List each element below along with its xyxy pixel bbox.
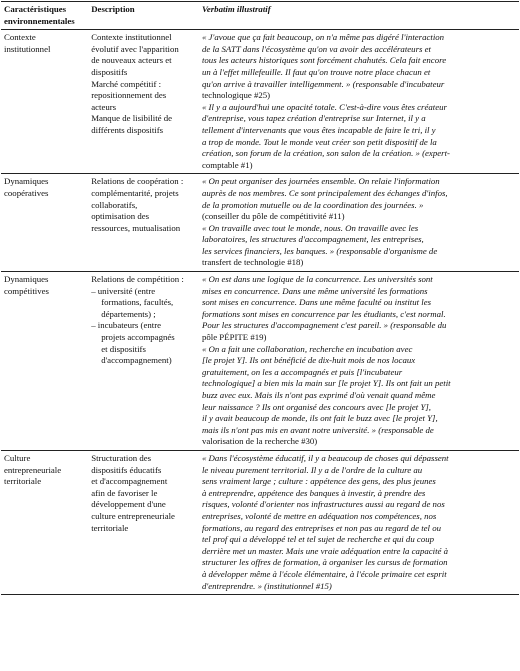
verbatim-line: « Dans l'écosystème éducatif, il y a beaucoup de choses qui dépassent [201, 452, 449, 463]
description-cell [88, 272, 199, 451]
verbatim-line: « Il y a aujourd'hui une opacité totale. C'est-à-dire vous êtes créateur [201, 101, 447, 112]
table-header [1, 2, 519, 30]
verbatim-line: Pour les structures d'accompagnement c'est pareil. » (responsable du [201, 320, 447, 331]
verbatim-line: « On peut organiser des journées ensemble. On relaie l'information [201, 176, 440, 187]
verbatim-line: qu'on arrive à travailler intelligemment. » (responsable d'incubateur [201, 78, 445, 89]
verbatim-line: formations sont mises en concurrence par les étudiants, c'est normal. [201, 308, 446, 319]
characteristics-table [1, 1, 519, 595]
description-line: complémentarité, projets [91, 187, 179, 198]
description-line: Manque de lisibilité de [91, 113, 173, 124]
header-characteristics-line: Caractéristiques [4, 4, 67, 14]
verbatim-line: « On travaille avec tout le monde, nous. On travaille avec les [201, 222, 419, 233]
characteristic-cell [1, 272, 88, 451]
characteristic-line: territoriale [4, 476, 42, 487]
description-line: Marché compétitif : [91, 78, 162, 89]
verbatim-cell [199, 174, 519, 272]
verbatim-line: de la promotion mutuelle ou de la coordination des journées. » [201, 199, 424, 210]
description-line: dispositifs éducatifs [91, 464, 162, 475]
verbatim-line: transfert de technologie #18) [201, 257, 304, 268]
description-cell [88, 174, 199, 272]
description-line: Relations de coopération : [91, 176, 184, 187]
description-line: développement d'une [91, 499, 166, 510]
verbatim-line: « On est dans une logique de la concurrence. Les universités sont [201, 274, 433, 285]
verbatim-line: un à l'effet millefeuille. Il faut qu'on trouve notre place chacun et [201, 66, 431, 77]
description-line: évolutif avec l'apparition [91, 43, 179, 54]
verbatim-line: de la SATT dans l'écosystème qu'on va avoir des accélérateurs et [201, 43, 431, 54]
verbatim-line: tellement d'intervenants que vous êtes incapable de faire le tri, il y [201, 124, 436, 135]
verbatim-line: sont mises en concurrence. Dans une même faculté ou institut les [201, 297, 432, 308]
verbatim-cell [199, 450, 519, 594]
description-line: différents dispositifs [91, 124, 164, 135]
verbatim-line: d'entreprendre. » (institutionnel #15) [201, 580, 332, 591]
verbatim-line: structurer les offres de formation, à organiser les cursus de formation [201, 557, 448, 568]
verbatim-line: risques, volonté d'orienter nos infrastructures aussi au regard de nos [201, 499, 445, 510]
verbatim-line: mises en concurrence. Dans une même université les formations [201, 285, 428, 296]
verbatim-line: sens vraiment large ; culture : appétence des gens, des plus jeunes [201, 476, 436, 487]
verbatim-line: à entreprendre, appétence des banques à investir, à prendre des [201, 487, 426, 498]
characteristic-line: compétitives [4, 285, 49, 296]
verbatim-line: à développer même à l'école élémentaire, à l'école primaire cet esprit [201, 568, 447, 579]
verbatim-line: technologique] a bien mis la main sur [le projet Y]. Ils ont fait un petit [201, 378, 451, 389]
header-characteristics-line: environnementales [4, 15, 75, 26]
table-body [1, 30, 519, 595]
description-line: et d'accompagnement [91, 476, 168, 487]
characteristic-line: coopératives [4, 187, 49, 198]
description-cell [88, 450, 199, 594]
description-line: projets accompagnés [101, 332, 175, 343]
header-row [1, 2, 519, 30]
verbatim-line: le niveau purement territorial. Il y a de l'ordre de la culture au [201, 464, 423, 475]
description-line: culture entrepreneuriale [91, 510, 175, 521]
verbatim-quote [202, 223, 515, 269]
verbatim-quote [202, 274, 515, 344]
verbatim-quote [202, 453, 515, 592]
verbatim-line: pôle PÉPITE #19) [201, 332, 267, 343]
characteristic-cell [1, 174, 88, 272]
verbatim-line: laboratoires, les structures d'accompagnement, les entreprises, [201, 234, 424, 245]
verbatim-line: auprès de nos membres. Ce sont principalement des échanges d'infos, [201, 187, 448, 198]
description-line: dispositifs [91, 66, 128, 77]
characteristic-line: Dynamiques [4, 274, 49, 285]
characteristic-cell [1, 450, 88, 594]
description-line: acteurs [91, 101, 117, 112]
verbatim-quote [202, 32, 515, 102]
characteristic-line: Culture [4, 452, 31, 463]
description-line: de nouveaux acteurs et [91, 55, 172, 66]
description-line: formations, facultés, [101, 297, 174, 308]
verbatim-line: [le projet Y]. Ils ont bénéficié de dix-huit mois de nos locaux [201, 355, 416, 366]
table-row [1, 272, 519, 451]
verbatim-line: valorisation de la recherche #30) [201, 436, 318, 447]
verbatim-line: (conseiller du pôle de compétitivité #11) [201, 211, 345, 222]
description-line: repositionnement des [91, 90, 167, 101]
verbatim-line: leur naissance ? Ils ont organisé des concours avec [le projet Y], [201, 401, 431, 412]
verbatim-cell [199, 272, 519, 451]
table-row [1, 174, 519, 272]
characteristic-line: entrepreneuriale [4, 464, 62, 475]
characteristic-cell [1, 30, 88, 174]
verbatim-line: entreprises, volonté de mettre en adéquation nos compétences, nos [201, 510, 437, 521]
verbatim-line: « On a fait une collaboration, recherche en incubation avec [201, 343, 413, 354]
description-line: collaboratifs, [91, 199, 138, 210]
table-row [1, 30, 519, 174]
verbatim-line: d'entreprise, vous tapez création d'entreprise sur Internet, il y a [201, 113, 426, 124]
header-verbatim: Verbatim illustratif [199, 2, 519, 30]
verbatim-line: gratuitement, on les a accompagnés et puis [l'incubateur [201, 366, 403, 377]
description-line: Structuration des [91, 452, 152, 463]
verbatim-line: tous les acteurs historiques sont forcément chahutés. Cela fait encore [201, 55, 447, 66]
verbatim-line: a trop de monde. Tout le monde veut créer son petit dispositif de la [201, 136, 437, 147]
verbatim-line: buzz avec eux. Mais ils n'ont pas exprimé d'où venait quand même [201, 390, 436, 400]
description-line: ressources, mutualisation [91, 222, 181, 233]
verbatim-line: comptable #1) [201, 159, 253, 170]
description-line: territoriale [91, 522, 129, 533]
characteristic-line: institutionnel [4, 43, 51, 54]
characteristic-line: Contexte [4, 32, 36, 43]
verbatim-line: formations, au regard des entreprises et non pas au regard de tel ou [201, 522, 441, 533]
verbatim-quote [202, 344, 515, 448]
description-line: – université (entre [91, 285, 156, 296]
verbatim-quote [202, 102, 515, 172]
description-line: départements) ; [101, 308, 156, 319]
verbatim-line: tel prof qui a développé tel et tel sujet de recherche et qui du coup [201, 534, 435, 545]
verbatim-line: derrière met un master. Mais une vraie adéquation entre la capacité à [201, 545, 449, 556]
verbatim-line: mais ils n'ont pas mis en avant notre université. » (responsable de [201, 424, 434, 435]
description-line: Contexte institutionnel [91, 32, 172, 43]
verbatim-line: technologique #25) [201, 90, 271, 101]
verbatim-quote [202, 176, 515, 222]
verbatim-cell [199, 30, 519, 174]
description-line: afin de favoriser le [91, 487, 158, 498]
description-line: et dispositifs [101, 343, 146, 354]
description-line: d'accompagnement) [101, 355, 172, 366]
verbatim-line: « J'avoue que ça fait beaucoup, on n'a même pas digéré l'interaction [201, 32, 445, 43]
header-description: Description [88, 2, 199, 30]
verbatim-line: création, son forum de la création, son salon de la création. » (expert- [201, 148, 450, 159]
description-cell [88, 30, 199, 174]
description-line: optimisation des [91, 211, 150, 222]
characteristic-line: Dynamiques [4, 176, 49, 187]
header-characteristics [1, 2, 88, 30]
description-line: – incubateurs (entre [91, 320, 162, 331]
table-row [1, 450, 519, 594]
verbatim-line: les services financiers, les banques. » (responsable d'organisme de [201, 245, 438, 256]
verbatim-line: il y avait beaucoup de monde, ils ont fait le buzz avec [le projet Y], [201, 413, 438, 424]
description-line: Relations de compétition : [91, 274, 184, 285]
